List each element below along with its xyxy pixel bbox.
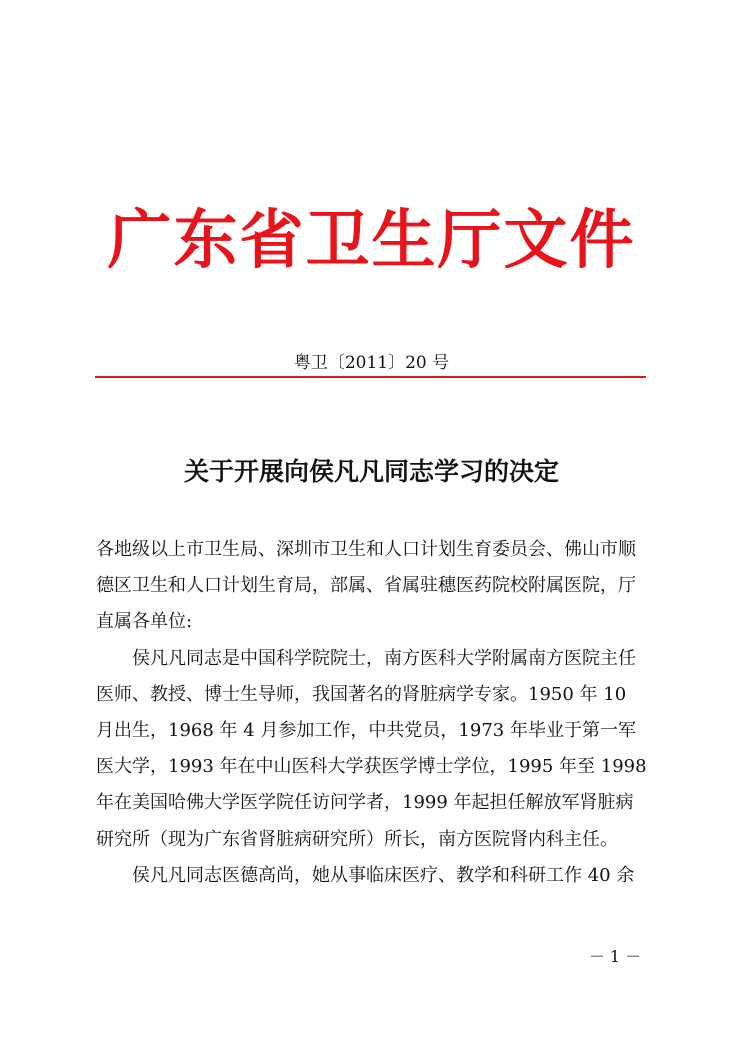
body-paragraph-2: 侯凡凡同志医德高尚，她从事临床医疗、教学和科研工作 40 余 bbox=[132, 864, 635, 886]
document-body bbox=[96, 532, 648, 894]
document-masthead: 广东省卫生厅文件 bbox=[107, 204, 636, 278]
body-paragraph-1: 侯凡凡同志是中国科学院院士，南方医科大学附属南方医院主任医师、教授、博士生导师，我国著名的肾脏病学专家。1950 年 10 月出生，1968 年 4 月参加工作，中共党员，1973 年毕业于第一军医大学，1993 年在中山医科大学获医学博士学位，1995 年至 1998 年在美国哈佛大学医学院任访问学者，1999 年起担任解放军肾脏病研究所（现为广东省肾脏病研究所）所长，南方医院肾内科主任。 bbox=[96, 647, 647, 850]
document-title: 关于开展向侯凡凡同志学习的决定 bbox=[183, 457, 559, 486]
document-number: 粤卫〔2011〕20 号 bbox=[293, 353, 450, 373]
page-number: － 1 － bbox=[588, 947, 642, 966]
red-divider-line bbox=[95, 376, 646, 378]
recipients-paragraph: 各地级以上市卫生局、深圳市卫生和人口计划生育委员会、佛山市顺德区卫生和人口计划生育局，部属、省属驻穗医药院校附属医院，厅直属各单位: bbox=[96, 539, 636, 633]
